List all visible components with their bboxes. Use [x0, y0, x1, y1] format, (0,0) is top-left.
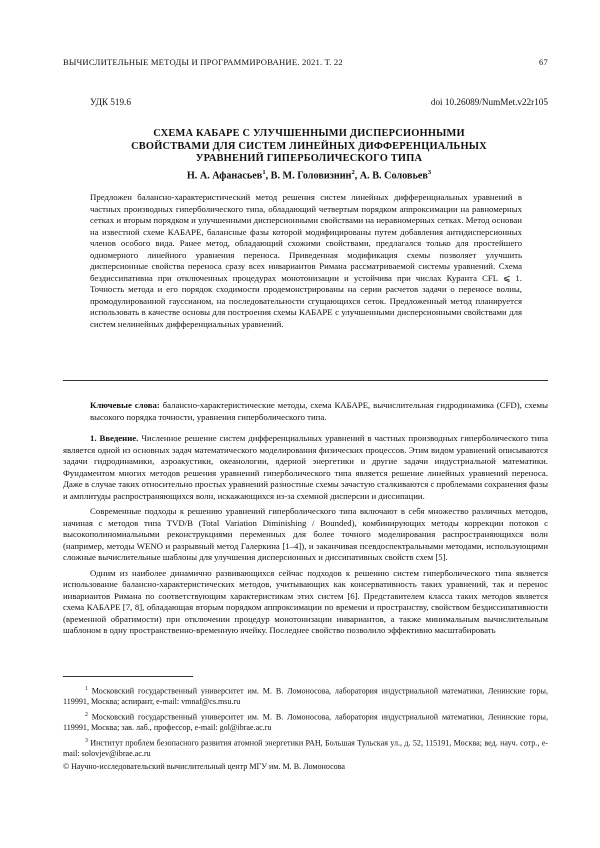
- copyright-notice: © Научно-исследовательский вычислительный центр МГУ им. М. В. Ломоносова: [63, 761, 346, 771]
- author-name: Н. А. Афанасьев: [186, 170, 263, 182]
- author-name: А. В. Соловьев: [359, 170, 428, 182]
- udc-code: УДК 519.6: [90, 97, 131, 107]
- footnote-mark: 2: [85, 711, 88, 718]
- author-affiliation-mark: 3: [427, 169, 432, 176]
- paragraph-text: Численное решение систем дифференциальных уравнений в частных производных гиперболического типа является одной из основных задач математического моделирования физических процессов. Этим видом уравнений описываются задачи гидродинамики, аэроакустики, океанологии, ядерной энергетики и другие задачи индустриальной математики. Фундаментом многих методов решения уравнений гиперболического типа является решение линейных уравнений переноса. Даже в случае таких относительно простых уравнений разностные схемы зачастую сталкиваются с проблемами сохранения фазы и амплитуды распространяющихся волн, искажающихся из-за схемной дисперсии и диссипации.: [63, 433, 548, 501]
- doi-link[interactable]: doi 10.26089/NumMet.v22r105: [430, 97, 548, 107]
- page-number: 67: [539, 57, 548, 67]
- body-paragraph: Современные подходы к решению уравнений гиперболического типа включают в себя множество различных методов, начиная с методов типа TVD/B (Total Variation Diminishing / Bounded), комбинирующих методы коррекции потоков с высокополиномиальными реконструкциями переменных для более точного моделирования распространяющихся волн (например, методы WENO и разрывный метод Галеркина [1–4]), и заканчивая псевдоспектральными методами, использующими сложные вычислительные шаблоны для улучшения дисперсионных и диссипативных свойств схем [5].: [63, 506, 548, 562]
- footnote-divider: [63, 676, 193, 677]
- article-body: [63, 433, 548, 641]
- footnote: [63, 684, 548, 708]
- abstract: Предложен балансно-характеристический метод решения систем линейных дифференциальных уравнений в частных производных гиперболического типа, обладающий четвертым порядком аппроксимации на равномерных сетках и вторым порядком и улучшенными дисперсионными свойствами на неравномерных сетках. Метод основан на известной схеме КАБАРЕ, балансные фазы которой модифицированы путем добавления антидисперсионных членов особого вида. Ранее метод, обладающий схожими свойствами, предлагался только для простейшего одномерного линейного уравнения переноса. Приведенная модификация схемы позволяет улучшить дисперсионные свойства переноса сразу всех инвариантов Римана рассматриваемой системы уравнений. Схема бездиссипативна при отключенных процедурах монотонизации и устойчива при числах Куранта CFL ⩽ 1. Точность метода и его порядок сходимости продемонстрированы на серии расчетов задачи о переносе волны, промодулированной гауссианом, на последовательности сгущающихся сеток. Предложенный метод планируется использовать в качестве основы для построения схемы КАБАРЕ с улучшенными дисперсионными свойствами для систем нелинейных дифференциальных уравнений.: [90, 192, 522, 330]
- article-title: [70, 128, 548, 166]
- footnote-mark: 1: [85, 686, 88, 692]
- footnotes: [63, 684, 548, 774]
- keywords-text: балансно-характеристические методы, схема КАБАРЕ, вычислительная гидродинамика (CFD), схемы высокого порядка точности, уравнения гиперболического типа.: [90, 400, 548, 422]
- keywords: [90, 400, 548, 423]
- journal-name: ВЫЧИСЛИТЕЛЬНЫЕ МЕТОДЫ И ПРОГРАММИРОВАНИЕ. 2021. Т. 22: [63, 57, 343, 67]
- title-line: СХЕМА КАБАРЕ С УЛУЧШЕННЫМИ ДИСПЕРСИОННЫМИ: [153, 128, 465, 139]
- body-paragraph: Одним из наиболее динамично развивающихся сейчас подходов к решению систем гиперболического типа является использование балансно-характеристических методов, учитывающих как консервативность таких уравнений, так и перенос инвариантов Римана по соответствующим характеристикам этих систем [6]. Представителем класса таких методов является схема КАБАРЕ [7, 8], обладающая вторым порядком аппроксимации по времени и пространству, свойством бездиссипативности (временной обратимости) при отключении процедур монотонизации инвариантов, а также минимальным вычислительным шаблоном в одну пространственно-временную ячейку. Последнее свойство позволило эффективно масштабировать: [63, 567, 548, 635]
- author-name: В. М. Головизнин: [270, 170, 352, 182]
- section-divider: [63, 380, 548, 381]
- running-head: [63, 57, 548, 67]
- footnote-text: Московский государственный университет им. М. В. Ломоносова, лаборатория индустриальной математики, Ленинские горы, 119991, Москва; аспирант, e-mail: vmnaf@cs.msu.ru: [63, 686, 548, 707]
- title-line: СВОЙСТВАМИ ДЛЯ СИСТЕМ ЛИНЕЙНЫХ ДИФФЕРЕНЦИАЛЬНЫХ: [131, 140, 487, 152]
- body-paragraph: [63, 433, 548, 502]
- author-list: Н. А. Афанасьев$^1$, В. М. Головизнин$^2$, А. В. Соловьев$^3$: [186, 169, 432, 182]
- footnote-text: Институт проблем безопасного развития атомной энергетики РАН, Большая Тульская ул., д. 52, 115191, Москва; вед. науч. сотр., e-mail: solovjev@ibrae.ac.ru: [63, 738, 548, 759]
- footnote-mark: 3: [85, 737, 88, 744]
- article-meta: [90, 97, 548, 107]
- footnote: [63, 736, 548, 760]
- keywords-label: Ключевые слова:: [90, 400, 160, 410]
- author-affiliation-mark: 2: [351, 169, 355, 176]
- section-heading: 1. Введение.: [90, 433, 139, 443]
- footnote-text: Московский государственный университет им. М. В. Ломоносова, лаборатория индустриальной математики, Ленинские горы, 119991, Москва; зав. лаб., профессор, e-mail: gol@ibrae.ac.ru: [63, 712, 548, 733]
- author-affiliation-mark: 1: [262, 169, 266, 176]
- title-line: УРАВНЕНИЙ ГИПЕРБОЛИЧЕСКОГО ТИПА: [195, 153, 423, 164]
- footnote: [63, 710, 548, 734]
